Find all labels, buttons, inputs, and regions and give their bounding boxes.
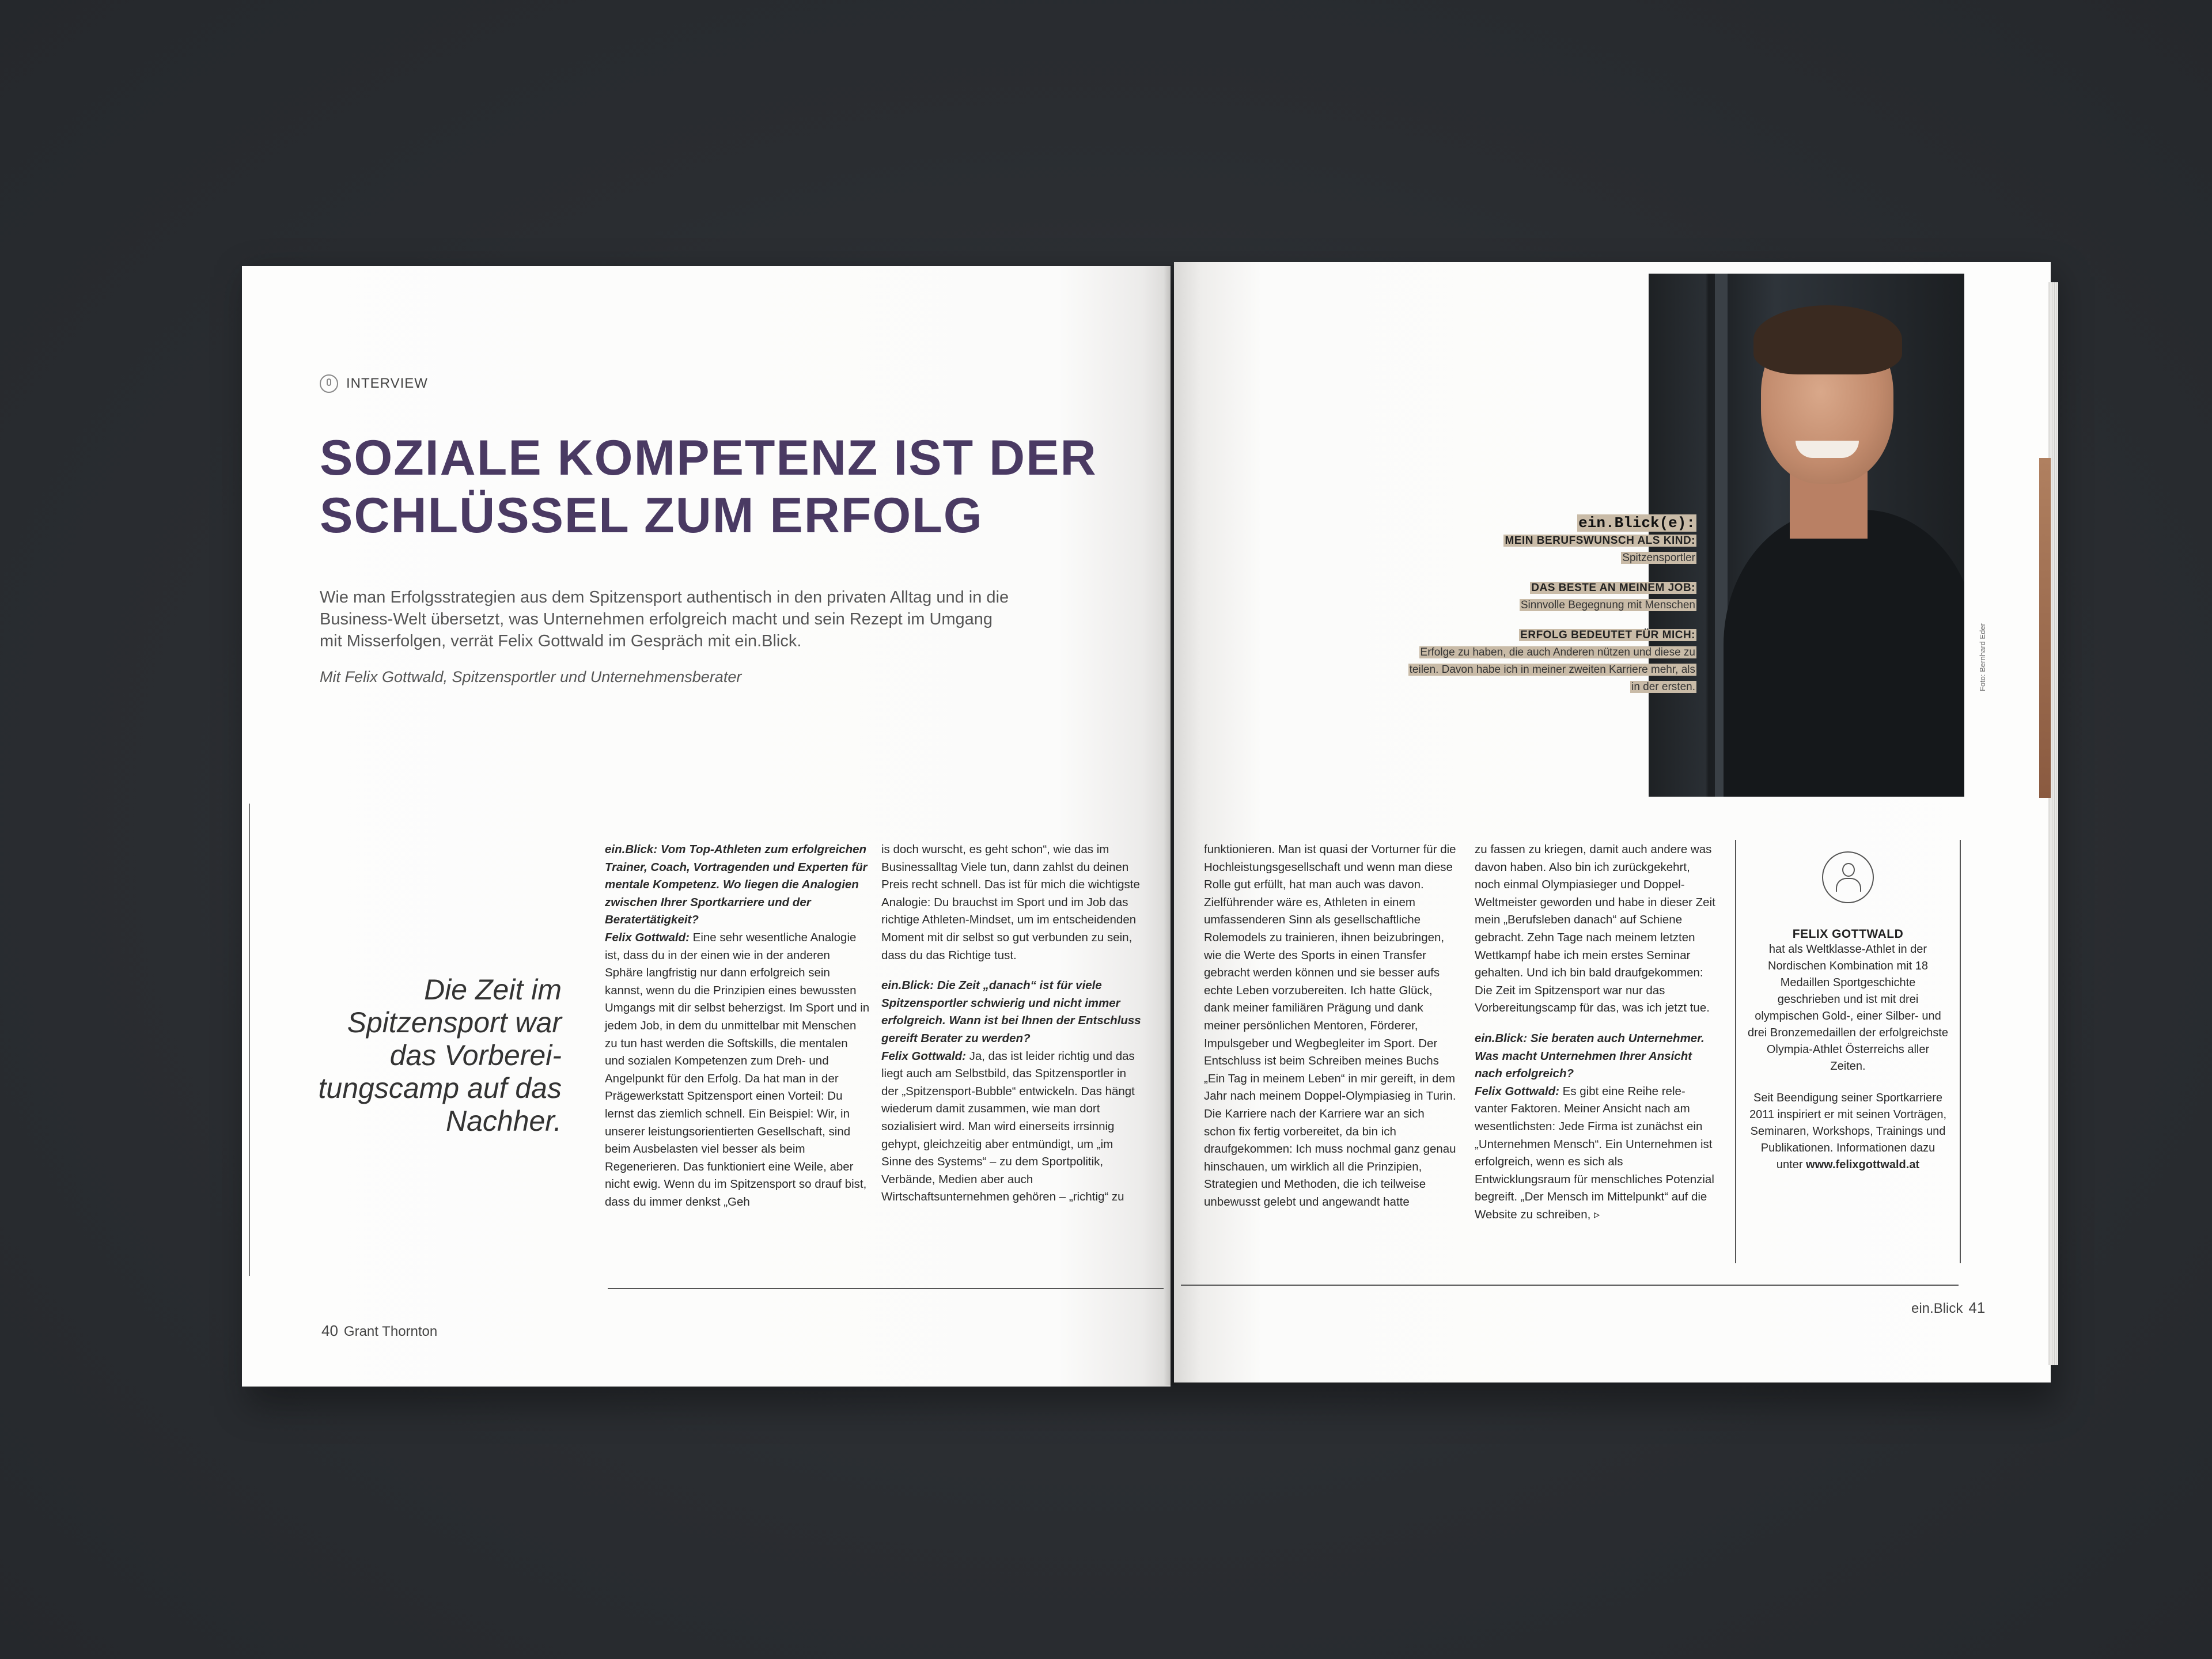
speaker-label: Felix Gottwald: (605, 930, 690, 944)
fact-value: Erfolge zu haben, die auch Anderen nützen und diese zu teilen. Davon habe ich in meiner zweiten Karriere mehr, als in der ersten. (1409, 646, 1695, 693)
bio-box (1735, 840, 1961, 1263)
lead-paragraph: Wie man Erfolgsstrategien aus dem Spitzensport authentisch in den privaten Alltag und in die Business-Welt übersetzt, was Unternehmen erfolgreich macht und sein Rezept im Umgang mit Misserfolgen, verrät Felix Gottwald im Gespräch mit ein.Blick. (320, 588, 1009, 650)
page-edges (2048, 282, 2058, 1365)
fact-label: ERFOLG BEDEUTET FÜR MICH: (1520, 629, 1695, 641)
bottom-rule-right (1181, 1285, 1959, 1286)
folio-right (1911, 1299, 1985, 1317)
folio-publication: Grant Thornton (343, 1324, 438, 1339)
answer-1-continued: is doch wurscht, es geht schon“, wie das im Businessalltag Viele tun, dann zahlst du deinen Preis recht schnell. Das ist für mich die wichtigste Analogie: Du brauchst im Sport und im Job das richtige Athleten-Mindset, um im entscheidenden Moment mit dir selbst so gut verbunden zu sein, dass du das Richtige tust. (881, 843, 1140, 962)
speaker-label: Felix Gottwald: (1475, 1084, 1559, 1098)
fact-value: Spitzensportler (1622, 552, 1695, 564)
facts-brand: ein.Blick(e): (1578, 514, 1695, 532)
folio-left (321, 1322, 437, 1340)
answer-2-continued: funktionieren. Man ist quasi der Vorturner für die Hochleistungsgesellschaft und wenn man diese Rolle gut erfüllt, hat man auch was davon. Zielführender wäre es, Athleten in einem umfassenderen Sinn als gesellschaftliche Rolemodels zu trainieren, ihnen beizubringen, wie die Werte des Sports in einen Transfer gebracht werden können und sie besser aufs echte Leben vorzubereiten. Ich hatte Glück, dank meiner familiären Prägung und dank meiner persönlichen Mentoren, Förderer, Impulsgeber und Wegbegleiter im Sport. Der Entschluss ist beim Schreiben meines Buchs „Ein Tag in meinem Leben“ in mir gereift, in dem Jahr nach meinem Doppel-Olympiasieg in Turin. Die Karriere nach der Karriere war an sich schon fix fertig vorbereitet, da bin ich draufgekommen: Ich muss nochmal ganz genau hinschauen, um wirklich all die Prinzipien, Strategien und Methoden, die ich teilweise unbewusst gelebt und angewandt hatte (1204, 843, 1456, 1209)
text-column-1 (605, 841, 870, 1211)
fact-value: Sinnvolle Begegnung mit Menschen (1520, 599, 1695, 611)
section-tag-label: INTERVIEW (346, 376, 428, 391)
answer-2: Ja, das ist leider richtig und das liegt auch am Selbstbild, das Spitzensportler in der „Spitzensport-Bubble“ entwickeln. Das hängt wiederum damit zusammen, wie man dort sozialisiert wird. Man wird einerseits irrsinnig gehypt, gleichzeitig aber entmündigt, um „im Sinne des Systems“ – zu dem Sportpolitik, Verbände, Medien aber auch Wirtschaftsunternehmen gehören – „richtig“ zu (881, 1049, 1135, 1204)
microphone-icon (320, 374, 338, 393)
question-3: ein.Blick: Sie beraten auch Unternehmer. Was macht Unternehmen Ihrer Ansicht nach erfolgreich? (1475, 1031, 1705, 1081)
bio-text-2-body: Seit Beendigung seiner Sportkarriere 2011 inspiriert er mit seinen Vorträgen, Seminaren, Workshops, Trainings und Publikationen. Informationen dazu unter (1749, 1092, 1947, 1171)
byline: Mit Felix Gottwald, Spitzensportler und Unternehmensberater (320, 668, 742, 685)
answer-2-end: zu fassen zu kriegen, damit auch andere was davon haben. Also bin ich zurückgekehrt, noch einmal Olympiasieger und Doppel-Weltmeister geworden und habe in dieser Zeit mein „Berufsleben danach“ auf Schiene gebracht. Zehn Tage nach meinem letzten Wettkampf habe ich mein erstes Seminar gehalten. Und ich bin bald draufgekommen: Die Zeit im Spitzensport war nur das Vorbereitungscamp für das, was ich jetzt tue. (1475, 843, 1715, 1015)
answer-3: Es gibt eine Reihe rele-vanter Faktoren. Meiner Ansicht nach am wesentlichsten: Jede Firma ist zunächst ein „Unternehmen Mensch“. Ein Unternehmen ist erfolgreich, wenn es sich als Entwicklungsraum für menschliches Potenzial begreift. „Der Mensch im Mittelpunkt“ auf die Website zu schreiben, ▹ (1475, 1084, 1714, 1221)
section-tag (320, 374, 428, 393)
speaker-label: Felix Gottwald: (881, 1049, 966, 1063)
bottom-rule-left (608, 1288, 1164, 1289)
bio-text-1: hat als Weltklasse-Athlet in der Nordischen Kombination mit 18 Medaillen Sportgeschichte geschrieben und ist mit drei olympischen Gold-, einer Silber- und drei Bronzemedaillen der erfolgreichste Olympia-Athlet Österreichs aller Zeiten. (1748, 943, 1948, 1073)
facts-box (1406, 514, 1696, 709)
pull-quote: Die Zeit im Spitzensport war das Vorberei-tungscamp auf das Nachher. (318, 974, 562, 1137)
text-column-4 (1475, 841, 1717, 1224)
text-column-2 (881, 841, 1146, 1206)
page-title (320, 429, 1126, 544)
question-1: ein.Blick: Vom Top-Athleten zum erfolgreichen Trainer, Coach, Vortragenden und Experten für mentale Kompetenz. Wo liegen die Analogien zwischen Ihrer Sportkarriere und der Beratertätigkeit? (605, 843, 868, 927)
bio-text-2 (1736, 1090, 1960, 1173)
fact-label: DAS BESTE AN MEINEM JOB: (1531, 582, 1695, 594)
person-icon (1822, 851, 1874, 903)
photo-credit: Foto: Bernhard Eder (1978, 623, 1987, 691)
bio-url: www.felixgottwald.at (1806, 1158, 1920, 1171)
bio-name: FELIX GOTTWALD (1792, 927, 1904, 941)
next-page-peek (2039, 458, 2051, 798)
title-line-1: SOZIALE KOMPETENZ IST DER (320, 430, 1097, 486)
text-column-3 (1204, 841, 1457, 1211)
fact-label: MEIN BERUFSWUNSCH ALS KIND: (1505, 535, 1695, 547)
question-2: ein.Blick: Die Zeit „danach“ ist für viele Spitzensportler schwierig und nicht immer erfolgreich. Wann ist bei Ihnen der Entschluss gereift Berater zu werden? (881, 979, 1141, 1045)
left-margin-rule (249, 804, 250, 1276)
title-line-2: SCHLÜSSEL ZUM ERFOLG (320, 488, 983, 543)
page-number: 41 (1968, 1299, 1986, 1316)
answer-1: Eine sehr wesentliche Analogie ist, dass du in der einen wie in der anderen Sphäre langfristig nur dann erfolgreich sein kannst, wenn du die Prinzipien eines bewussten Umgangs mit dir selbst beherzigst. Im Sport und in jedem Job, in dem du unmittelbar mit Menschen zu tun hast werden die Softskills, die mentalen und sozialen Kompetenzen zum Dreh- und Angelpunkt für den Erfolg. Da hat man in der Prägewerkstatt Spitzensport einen Vorteil: Du lernst das ziemlich schnell. Ein Beispiel: Wir, in unserer leistungsorientierten Gesellschaft, sind beim Ausbelasten viel besser als beim Regenerieren. Das funktioniert eine Weile, aber nicht ewig. Wenn du im Spitzensport so drauf bist, dass du immer denkst „Geh (605, 930, 870, 1209)
folio-publication: ein.Blick (1911, 1301, 1963, 1316)
page-number: 40 (321, 1322, 338, 1339)
